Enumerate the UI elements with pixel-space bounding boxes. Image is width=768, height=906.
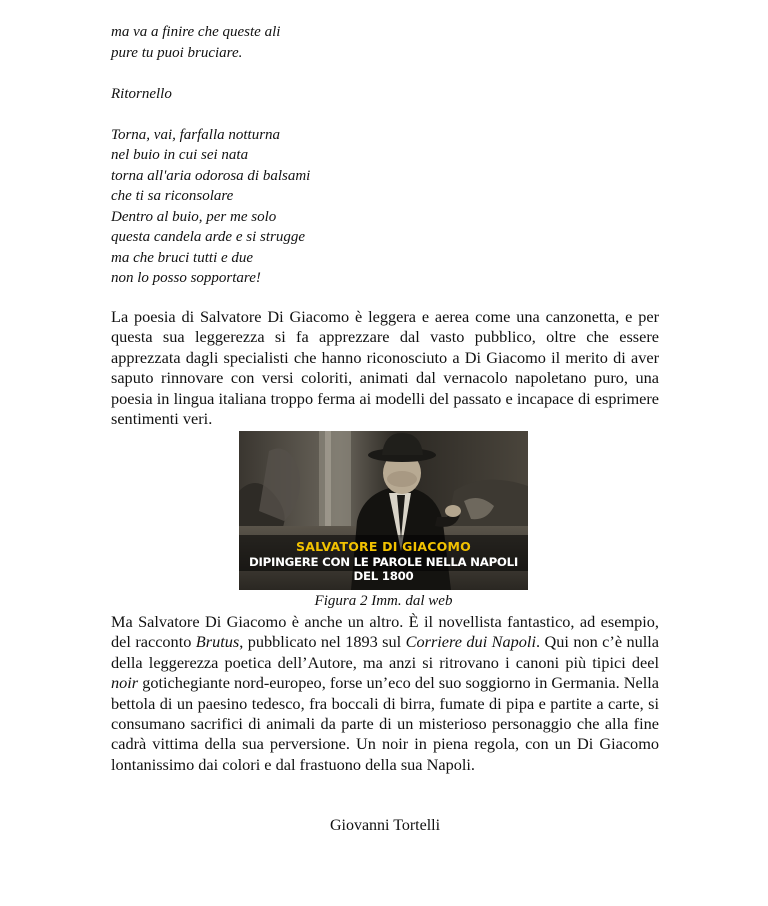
figure-image (239, 431, 528, 590)
newspaper-title: Corriere dui Napoli (405, 632, 536, 652)
body-paragraph-2 (111, 612, 659, 775)
author-signature: Giovanni Tortelli (329, 817, 441, 834)
banner-subtitle: DIPINGERE CON LE PAROLE NELLA NAPOLI DEL 1800 (249, 555, 518, 583)
poem-line: che ti sa riconsolare (111, 188, 234, 204)
stanza-gap (111, 104, 511, 125)
poem-line: Dentro al buio, per me solo (111, 208, 277, 225)
paragraph-text: , pubblicato nel 1893 sul (239, 632, 406, 652)
figure-caption: Figura 2 Imm. dal web (314, 593, 453, 609)
poem-line: Torna, vai, farfalla notturna (111, 126, 281, 143)
genre-term-noir: noir (111, 673, 139, 693)
poem-line: ma che bruci tutti e due (111, 249, 254, 266)
banner-title: SALVATORE DI GIACOMO (296, 539, 471, 554)
poem-line: ma va a finire che queste ali (111, 24, 281, 40)
stanza-gap (111, 63, 511, 84)
paragraph-text: Ma Salvatore Di Giacomo è anche un altro. È il novellista fantastico, ad esempio, del racconto (111, 612, 659, 652)
work-title-brutus: Brutus (195, 632, 240, 652)
poem-line: non lo posso sopportare! (111, 270, 261, 286)
poem-line: pure tu puoi bruciare. (111, 44, 243, 61)
paragraph-text: . Qui non c’è nulla della leggerezza poetica dell’Autore, ma anzi si ritrovano i canoni più tipici deel (111, 632, 660, 672)
poem-line: nel buio in cui sei nata (111, 147, 249, 163)
poem-refrain-label: Ritornello (111, 85, 172, 102)
poem-line: torna all'aria odorosa di balsami (111, 167, 311, 184)
poem-line: questa candela arde e si strugge (111, 229, 305, 245)
poem (111, 22, 511, 289)
paragraph-text: gotichegiante nord-europeo, forse un’eco del suo soggiorno in Germania. Nella bettola di un paesino tedesco, fra boccali di birra, fumate di pipa e partite a carte, si consumano sacrifici di animali da parte di un misterioso personaggio che alla fine cadrà vittima della sua perversione. Un noir in piena regola, con un Di Giacomo lontanissimo dai colori e dal frastuono della sua Napoli. (111, 673, 659, 774)
body-paragraph-1: La poesia di Salvatore Di Giacomo è leggera e aerea come una canzonetta, e per questa sua leggerezza si fa apprezzare dal vasto pubblico, oltre che essere apprezzata dagli specialisti che hanno riconosciuto a Di Giacomo il merito di aver saputo rinnovare con versi coloriti, animati dal vernacolo napoletano puro, una poesia in lingua italiana troppo ferma ai modelli del passato e incapace di esprimere sentimenti veri. (111, 307, 659, 429)
